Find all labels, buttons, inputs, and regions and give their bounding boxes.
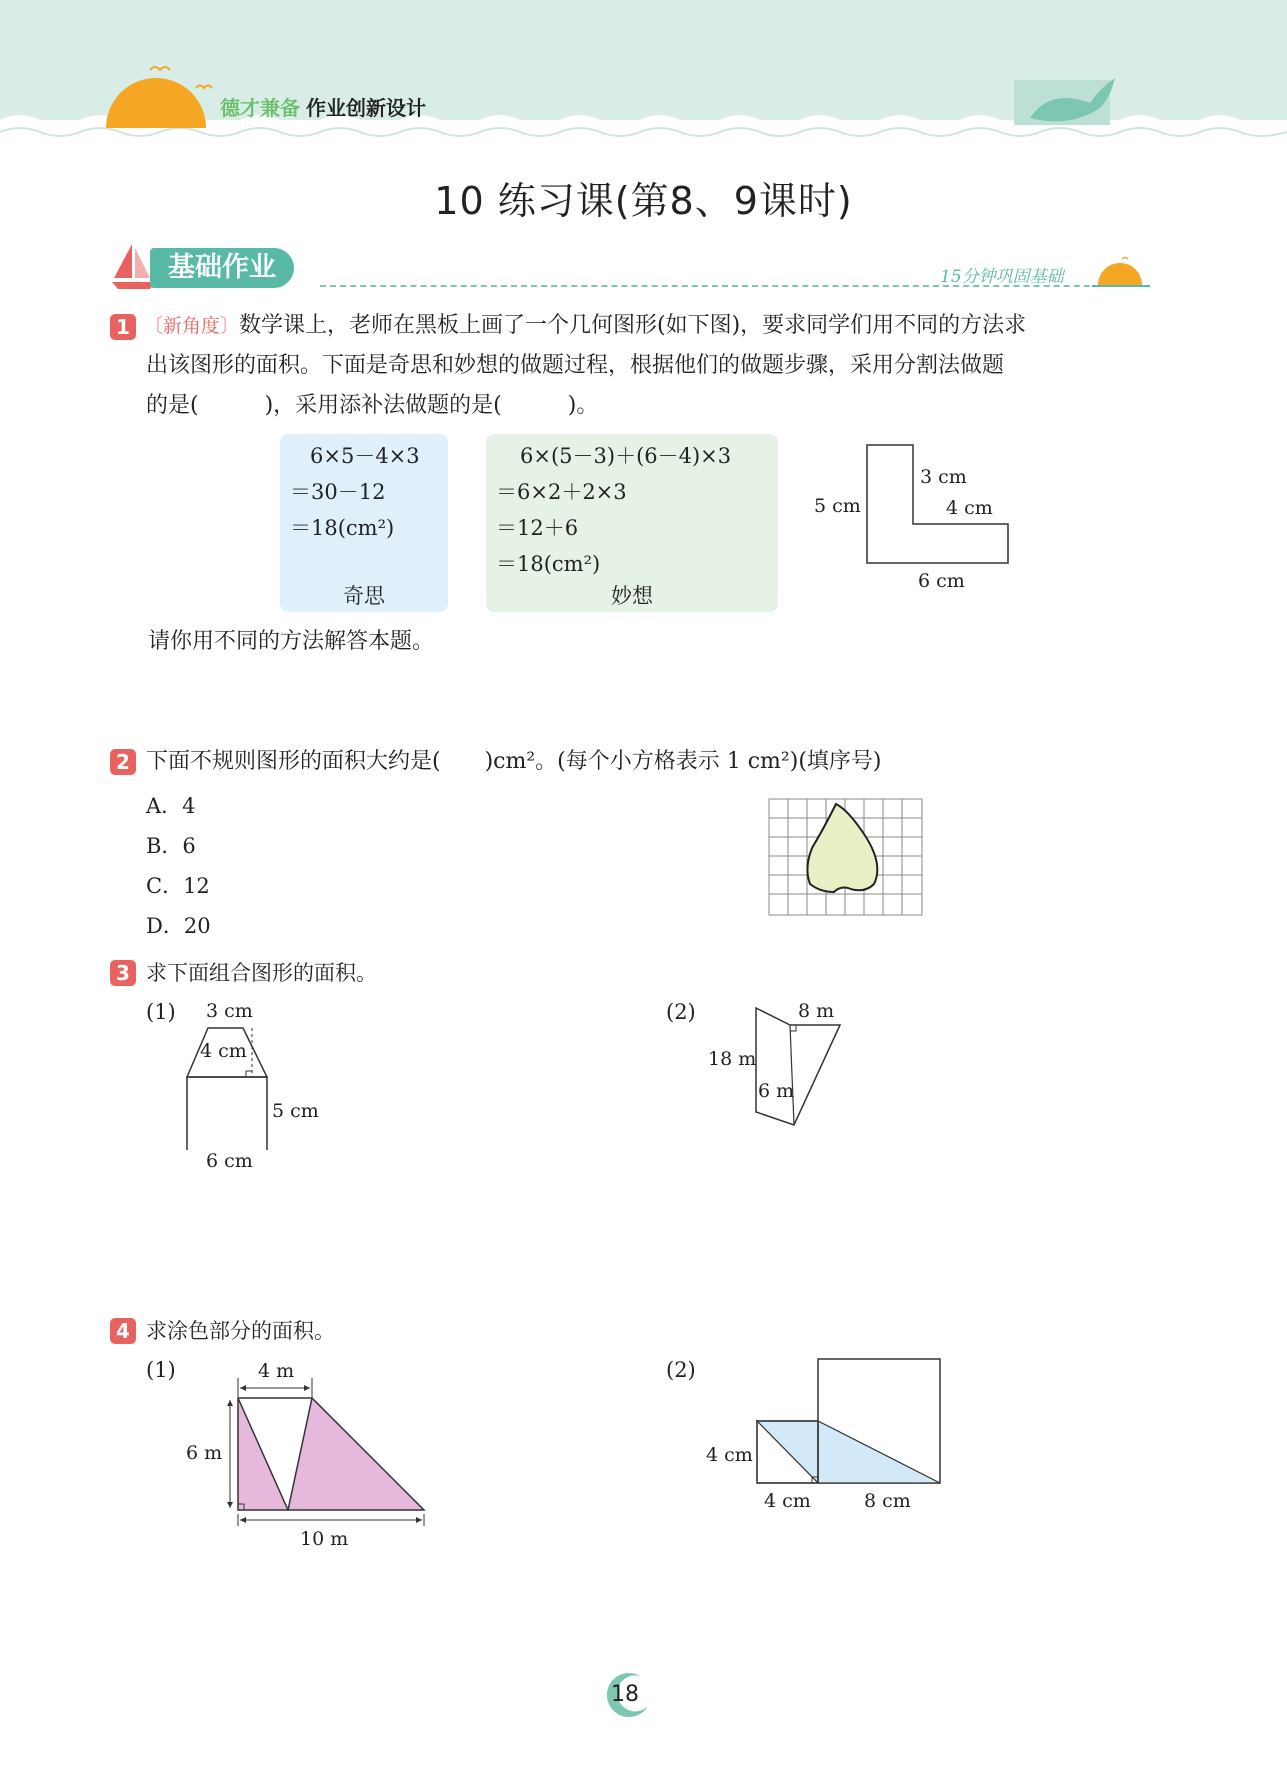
q1-prompt: 请你用不同的方法解答本题。: [148, 629, 435, 654]
shaded-squares-figure: [750, 1355, 950, 1495]
qisi-step-2: ＝30－12: [290, 480, 386, 504]
irregular-shape-grid: [768, 798, 924, 916]
question-number-1: 1: [110, 314, 136, 340]
qisi-name: 奇思: [343, 584, 385, 608]
q4-p2-label-bottom-4cm: 4 cm: [764, 1490, 811, 1512]
q4-part2-label: (2): [666, 1358, 696, 1382]
page-title: 10 练习课(第8、9课时): [434, 179, 853, 223]
l-shape-label-3cm: 3 cm: [920, 466, 967, 488]
section-note: 15分钟巩固基础: [940, 267, 1064, 287]
q3-p1-label-4cm: 4 cm: [200, 1040, 247, 1062]
page-number: 18: [611, 1682, 639, 1707]
qisi-step-3: ＝18(cm²): [290, 516, 395, 540]
q2-option-d: D．20: [146, 914, 211, 938]
section-label: 基础作业: [150, 248, 294, 288]
miaoxiang-name: 妙想: [611, 584, 653, 608]
miaoxiang-step-2: ＝6×2＋2×3: [496, 480, 627, 504]
miaoxiang-step-1: 6×(5－3)＋(6－4)×3: [520, 444, 732, 468]
q1-line2: 出该图形的面积。下面是奇思和妙想的做题过程，根据他们的做题步骤，采用分割法做题: [146, 353, 1005, 378]
l-shape-figure: [860, 440, 1020, 570]
miaoxiang-solution-card: [486, 434, 778, 612]
q2-option-c: C．12: [146, 874, 210, 898]
q1-line1: 〔新角度〕数学课上，老师在黑板上画了一个几何图形(如下图)，要求同学们用不同的方法求: [144, 313, 1027, 338]
qisi-solution-card: [280, 434, 448, 612]
q1-line3: 的是( )，采用添补法做题的是( )。: [146, 393, 599, 418]
qisi-step-1: 6×5－4×3: [310, 444, 420, 468]
q4-text: 求涂色部分的面积。: [146, 1319, 335, 1343]
question-number-3: 3: [110, 960, 136, 986]
miaoxiang-step-4: ＝18(cm²): [496, 552, 601, 576]
q3-p1-label-6cm: 6 cm: [206, 1150, 253, 1172]
header-wave-background: [0, 0, 1287, 150]
question-number-2: 2: [110, 749, 136, 775]
l-shape-label-6cm: 6 cm: [918, 570, 965, 592]
q3-p2-label-8m: 8 m: [798, 1000, 835, 1022]
q4-p1-label-6m: 6 m: [186, 1442, 223, 1464]
l-shape-label-5cm: 5 cm: [814, 495, 861, 517]
q3-p2-label-18m: 18 m: [708, 1048, 757, 1070]
q3-part1-label: (1): [146, 1000, 176, 1024]
q3-p2-label-6m: 6 m: [758, 1080, 795, 1102]
shaded-trapezoid-figure: [220, 1378, 430, 1528]
q2-text: 下面不规则图形的面积大约是( )cm²。(每个小方格表示 1 cm²)(填序号): [146, 749, 882, 774]
sunset-icon: [1092, 255, 1150, 291]
q1-tag: 〔新角度〕: [144, 315, 240, 337]
miaoxiang-step-3: ＝12＋6: [496, 516, 579, 540]
q4-p2-label-side-4cm: 4 cm: [706, 1444, 753, 1466]
question-number-4: 4: [110, 1318, 136, 1344]
q4-p2-label-8cm: 8 cm: [864, 1490, 911, 1512]
brand: 德才兼备 作业创新设计: [220, 96, 426, 120]
q4-part1-label: (1): [146, 1358, 176, 1382]
leaf-shape: [807, 804, 877, 892]
q4-p1-label-4m: 4 m: [258, 1360, 295, 1382]
q3-part2-label: (2): [666, 1000, 696, 1024]
page-header: [0, 0, 1287, 150]
q3-p1-label-5cm: 5 cm: [272, 1100, 319, 1122]
q4-p1-label-10m: 10 m: [300, 1528, 349, 1550]
q2-option-b: B．6: [146, 834, 196, 858]
q3-text: 求下面组合图形的面积。: [146, 961, 377, 985]
q2-option-a: A．4: [146, 794, 196, 818]
q3-p1-label-3cm: 3 cm: [206, 1000, 253, 1022]
l-shape-label-4cm: 4 cm: [946, 497, 993, 519]
